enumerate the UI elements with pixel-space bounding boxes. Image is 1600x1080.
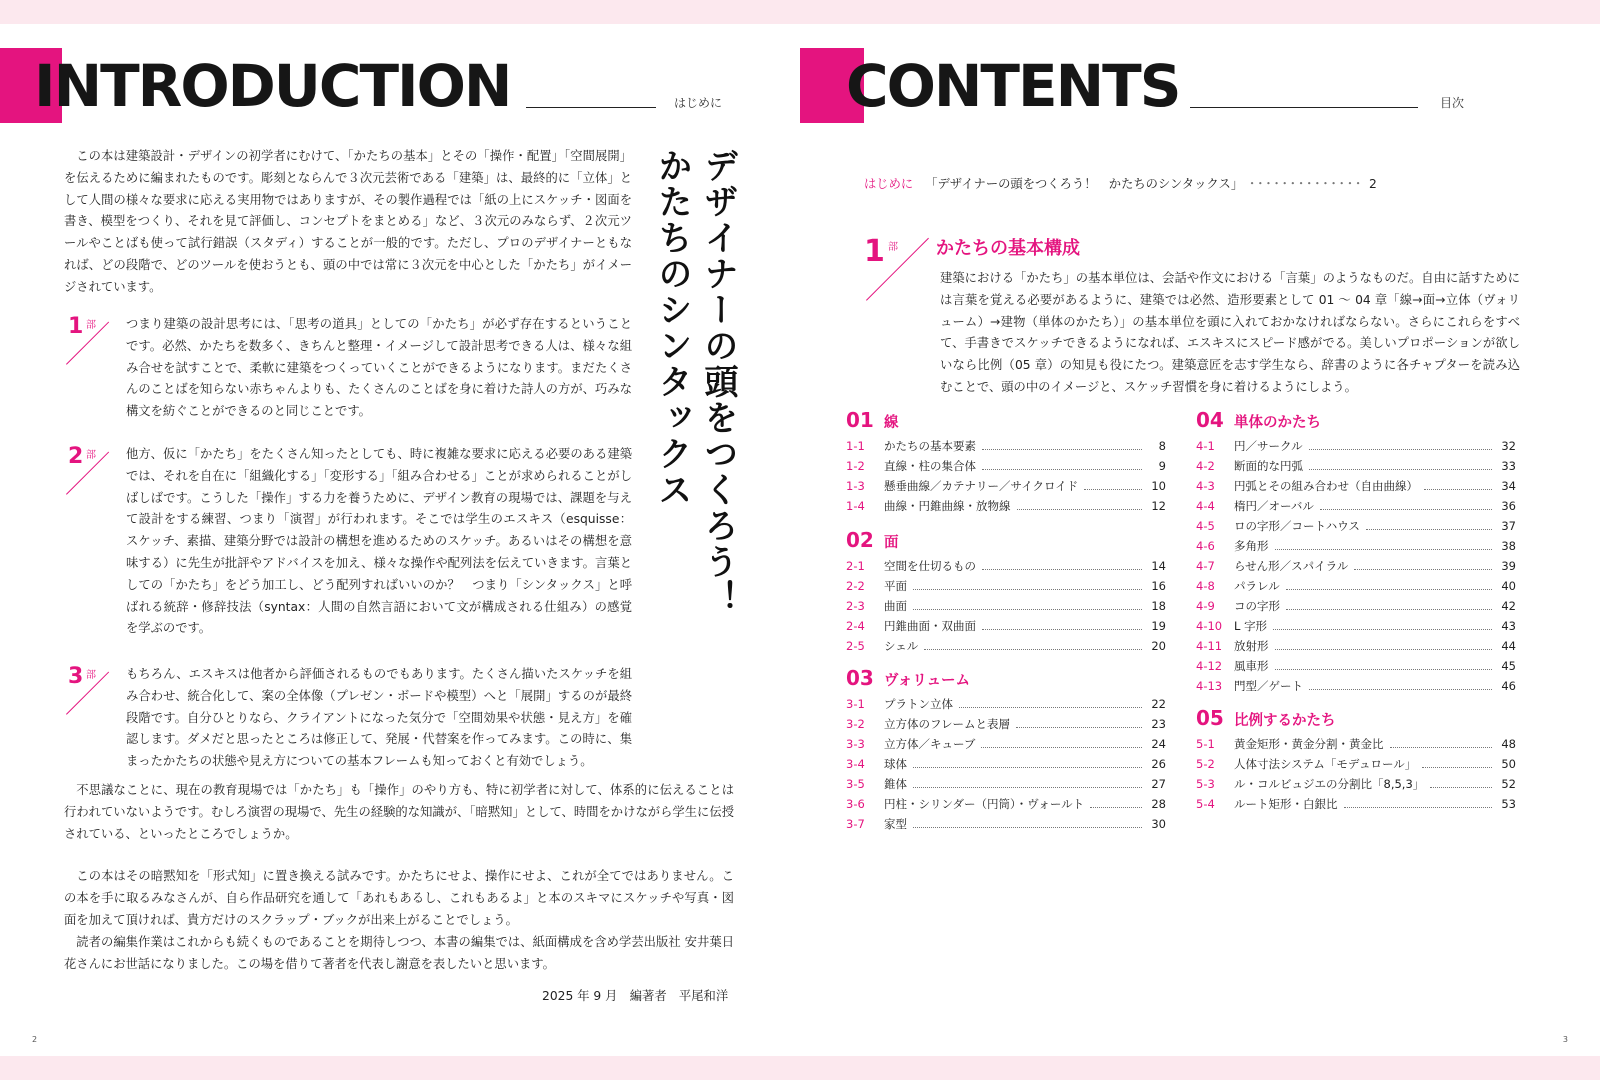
toc-entry-page: 22 bbox=[1151, 697, 1166, 711]
toc-entry-page: 36 bbox=[1501, 499, 1516, 513]
toc-entry-title: 家型 bbox=[884, 817, 907, 831]
toc-entry-page: 14 bbox=[1151, 559, 1166, 573]
part-mark-2 bbox=[66, 444, 122, 496]
toc-entry-title: 多角形 bbox=[1234, 539, 1269, 553]
toc-entry-page: 52 bbox=[1501, 777, 1516, 791]
toc-entry-page: 10 bbox=[1151, 479, 1166, 493]
toc-leader-dots bbox=[1090, 806, 1142, 808]
toc-entry-number: 1-2 bbox=[846, 459, 865, 473]
toc-leader-dots bbox=[1309, 448, 1492, 450]
toc-entry-page: 45 bbox=[1501, 659, 1516, 673]
toc-entry-title: 直線・柱の集合体 bbox=[884, 459, 976, 473]
toc-entry-title: 風車形 bbox=[1234, 659, 1269, 673]
toc-entry[interactable] bbox=[1196, 478, 1516, 498]
toc-entry-number: 4-3 bbox=[1196, 479, 1215, 493]
toc-entry[interactable] bbox=[846, 438, 1166, 458]
toc-entry-number: 1-1 bbox=[846, 439, 865, 453]
toc-section-05 bbox=[1196, 706, 1516, 816]
vertical-title-line-1: デザイナーの頭をつくろう！ bbox=[698, 148, 738, 616]
toc-entry-page: 39 bbox=[1501, 559, 1516, 573]
toc-intro-page: 2 bbox=[1369, 177, 1377, 191]
toc-leader-dots bbox=[1320, 508, 1492, 510]
toc-entry-number: 2-3 bbox=[846, 599, 865, 613]
page-subtitle: 目次 bbox=[1440, 96, 1465, 110]
toc-entry-number: 4-12 bbox=[1196, 659, 1223, 673]
toc-entry[interactable] bbox=[1196, 518, 1516, 538]
toc-leader-dots bbox=[913, 826, 1142, 828]
toc-entry[interactable] bbox=[846, 618, 1166, 638]
section-title: 線 bbox=[884, 415, 899, 431]
toc-intro-entry[interactable]: はじめに 「デザイナーの頭をつくろう！ かたちのシンタックス」 ･･････････････ 2 bbox=[864, 177, 1377, 191]
toc-entry-title: ルート矩形・白銀比 bbox=[1234, 797, 1338, 811]
toc-section-04 bbox=[1196, 408, 1516, 698]
toc-entry-page: 34 bbox=[1501, 479, 1516, 493]
toc-entry-number: 2-1 bbox=[846, 559, 865, 573]
section-title: 単体のかたち bbox=[1234, 415, 1321, 431]
part-number: 2 bbox=[68, 444, 84, 469]
toc-entry-page: 33 bbox=[1501, 459, 1516, 473]
toc-entry[interactable] bbox=[1196, 638, 1516, 658]
toc-entry-number: 4-9 bbox=[1196, 599, 1215, 613]
toc-leader-dots bbox=[924, 648, 1142, 650]
toc-entry-page: 16 bbox=[1151, 579, 1166, 593]
toc-entry[interactable] bbox=[846, 756, 1166, 776]
toc-entry-title: 断面的な円弧 bbox=[1234, 459, 1303, 473]
toc-section-02 bbox=[846, 528, 1166, 658]
closing-paragraph-2: 読者の編集作業はこれからも続くものであることを期待しつつ、本書の編集では、紙面構成を含め学芸出版社 安井葉日花さんにお世話になりました。この場を借りて著者を代表し謝意を表したいと思います。 bbox=[64, 935, 734, 971]
toc-entry-number: 4-7 bbox=[1196, 559, 1215, 573]
toc-entry-number: 1-3 bbox=[846, 479, 865, 493]
toc-entry-number: 2-2 bbox=[846, 579, 865, 593]
mid-paragraph: 不思議なことに、現在の教育現場では「かたち」も「操作」のやり方も、特に初学者に対して、体系的に伝えることは行われていないようです。むしろ演習の現場で、先生の経験的な知識が、「暗黙知」として、時間をかけながら学生に伝授されている、といったところでしょうか。 bbox=[64, 783, 734, 841]
toc-entry-page: 19 bbox=[1151, 619, 1166, 633]
toc-entry-title: 空間を仕切るもの bbox=[884, 559, 976, 573]
left-page bbox=[0, 24, 800, 1056]
toc-entry-page: 28 bbox=[1151, 797, 1166, 811]
toc-leader-dots bbox=[1344, 806, 1493, 808]
toc-entry-title: 黄金矩形・黄金分割・黄金比 bbox=[1234, 737, 1384, 751]
toc-entry-title: 人体寸法システム「モデュロール」 bbox=[1234, 757, 1417, 771]
toc-entry[interactable] bbox=[1196, 756, 1516, 776]
toc-entry-number: 3-4 bbox=[846, 757, 865, 771]
toc-entry[interactable] bbox=[1196, 558, 1516, 578]
toc-leader-dots bbox=[1309, 688, 1492, 690]
title-rule bbox=[526, 107, 656, 108]
toc-entry[interactable] bbox=[846, 558, 1166, 578]
toc-entry-title: 錐体 bbox=[884, 777, 907, 791]
toc-leader-dots bbox=[1366, 528, 1492, 530]
toc-leader-dots bbox=[1017, 508, 1143, 510]
toc-entry-title: 円／サークル bbox=[1234, 439, 1303, 453]
toc-entry-number: 2-4 bbox=[846, 619, 865, 633]
toc-entry[interactable] bbox=[1196, 458, 1516, 478]
toc-entry[interactable] bbox=[1196, 776, 1516, 796]
toc-entry[interactable] bbox=[1196, 678, 1516, 698]
toc-entry[interactable] bbox=[846, 478, 1166, 498]
toc-leader-dots bbox=[959, 706, 1142, 708]
part-2-paragraph: 他方、仮に「かたち」をたくさん知ったとしても、時に複雑な要求に応える必要のある建築では、それを自在に「組織化する」「変形する」「組み合わせる」ことが求められることがしばしばです。こうした「操作」する力を養うために、デザイン教育の現場では、課題を与えて設計をする練習、つまり「演習」が行われます。そこでは学生のエスキス（esquisse：スケッチ、素描、建築分野では設計の構想を進めるためのスケッチ。あるいはその構想を意味する）に先生が批評やアドバイスを加え、様々な操作や配列法を伝えていきます。言葉としての「かたち」をどう加工し、どう配列すればいいのか？ つまり「シンタックス」と呼ばれる統辞・修辞技法（syntax：人間の自然言語において文が構成される仕組み）の感覚を学ぶのです。 bbox=[126, 447, 632, 636]
toc-entry-number: 4-10 bbox=[1196, 619, 1223, 633]
section-number: 03 bbox=[846, 666, 874, 690]
section-title: 比例するかたち bbox=[1234, 713, 1336, 729]
toc-leader-dots bbox=[1390, 746, 1493, 748]
part-label: 部 bbox=[86, 320, 96, 331]
page-number: 3 bbox=[1562, 1035, 1568, 1044]
toc-entry-title: 門型／ゲート bbox=[1234, 679, 1303, 693]
toc-entry-page: 48 bbox=[1501, 737, 1516, 751]
part-label: 部 bbox=[86, 450, 96, 461]
part-mark-3 bbox=[66, 664, 122, 716]
toc-list bbox=[846, 558, 1166, 658]
toc-entry-page: 43 bbox=[1501, 619, 1516, 633]
toc-leader-dots bbox=[1275, 548, 1493, 550]
toc-entry[interactable] bbox=[1196, 658, 1516, 678]
toc-entry-page: 18 bbox=[1151, 599, 1166, 613]
toc-entry-number: 5-1 bbox=[1196, 737, 1215, 751]
toc-entry-title: 平面 bbox=[884, 579, 907, 593]
section-title: 面 bbox=[884, 535, 899, 551]
toc-entry[interactable] bbox=[1196, 598, 1516, 618]
toc-entry[interactable] bbox=[846, 736, 1166, 756]
toc-entry[interactable] bbox=[1196, 618, 1516, 638]
toc-intro-label: はじめに bbox=[864, 177, 914, 191]
toc-entry-number: 4-4 bbox=[1196, 499, 1215, 513]
toc-entry-number: 4-8 bbox=[1196, 579, 1215, 593]
toc-entry[interactable] bbox=[846, 498, 1166, 518]
toc-entry-page: 24 bbox=[1151, 737, 1166, 751]
toc-entry-page: 50 bbox=[1501, 757, 1516, 771]
toc-entry-title: L 字形 bbox=[1234, 619, 1268, 633]
toc-leader-dots bbox=[1273, 628, 1492, 630]
toc-entry[interactable] bbox=[846, 796, 1166, 816]
toc-entry[interactable] bbox=[846, 598, 1166, 618]
toc-entry[interactable] bbox=[1196, 578, 1516, 598]
toc-entry-title: 楕円／オーバル bbox=[1234, 499, 1314, 513]
toc-entry-number: 2-5 bbox=[846, 639, 865, 653]
toc-entry-page: 23 bbox=[1151, 717, 1166, 731]
toc-list bbox=[1196, 736, 1516, 816]
toc-entry-title: 円錐曲面・双曲面 bbox=[884, 619, 976, 633]
toc-entry-page: 44 bbox=[1501, 639, 1516, 653]
toc-entry-title: コの字形 bbox=[1234, 599, 1280, 613]
toc-leader-dots bbox=[1275, 648, 1493, 650]
toc-entry-page: 40 bbox=[1501, 579, 1516, 593]
signature: 2025 年 9 月 編著者 平尾和洋 bbox=[542, 989, 729, 1003]
toc-leader-dots bbox=[913, 766, 1142, 768]
toc-leader-dots bbox=[982, 448, 1142, 450]
section-number: 04 bbox=[1196, 408, 1224, 432]
toc-entry-page: 26 bbox=[1151, 757, 1166, 771]
page-title: INTRODUCTION bbox=[34, 52, 511, 120]
section-number: 05 bbox=[1196, 706, 1224, 730]
toc-list bbox=[846, 438, 1166, 518]
part-1-paragraph: つまり建築の設計思考には、「思考の道具」としての「かたち」が必ず存在するということです。必然、かたちを数多く、きちんと整理・イメージして設計思考できる人は、様々な組み合せを試すことで、柔軟に建築をつくっていくことができるようになります。まだたくさんのことばを知らない赤ちゃんよりも、たくさんのことばを身に着けた詩人の方が、巧みな構文を紡ぐことができるのと同じことです。 bbox=[126, 317, 632, 419]
toc-entry-number: 3-2 bbox=[846, 717, 865, 731]
toc-entry-page: 38 bbox=[1501, 539, 1516, 553]
section-number: 01 bbox=[846, 408, 874, 432]
toc-entry-title: 立方体のフレームと表層 bbox=[884, 717, 1011, 731]
toc-entry[interactable] bbox=[846, 638, 1166, 658]
toc-entry-number: 4-11 bbox=[1196, 639, 1223, 653]
toc-entry-title: ロの字形／コートハウス bbox=[1234, 519, 1360, 533]
section-title: ヴォリューム bbox=[884, 673, 970, 689]
toc-entry-title: ル・コルビュジエの分割比「8,5,3」 bbox=[1234, 777, 1425, 791]
part-number: 1 bbox=[68, 314, 84, 339]
toc-entry[interactable] bbox=[1196, 736, 1516, 756]
toc-leader-dots bbox=[1422, 766, 1492, 768]
part-number: 3 bbox=[68, 664, 84, 689]
toc-leader-dots bbox=[913, 608, 1142, 610]
toc-entry-number: 5-3 bbox=[1196, 777, 1215, 791]
toc-entry-number: 5-2 bbox=[1196, 757, 1215, 771]
part-title: かたちの基本構成 bbox=[936, 238, 1080, 259]
toc-entry-page: 20 bbox=[1151, 639, 1166, 653]
toc-entry-title: シェル bbox=[884, 639, 919, 653]
toc-intro-title: 「デザイナーの頭をつくろう！ かたちのシンタックス」 bbox=[925, 177, 1244, 191]
toc-entry-title: 立方体／キューブ bbox=[884, 737, 976, 751]
toc-entry-number: 4-6 bbox=[1196, 539, 1215, 553]
toc-entry[interactable] bbox=[1196, 498, 1516, 518]
page-title: CONTENTS bbox=[846, 52, 1180, 120]
toc-entry-title: かたちの基本要素 bbox=[884, 439, 976, 453]
toc-entry-title: 球体 bbox=[884, 757, 907, 771]
toc-entry[interactable] bbox=[846, 578, 1166, 598]
part-description: 建築における「かたち」の基本単位は、会話や作文における「言葉」のようなものだ。自由に話すためには言葉を覚える必要があるように、建築では必然、造形要素として 01 〜 04 章「線→面→立体（ヴォリューム）→建物（単体のかたち）」の基本単位を頭に入れておかなければならない。さらにこれらをすべて、手書きでスケッチできるようになれば、エスキスにスピード感がでる。美しいプロポーションが欲しいなら比例（05 章）の知見も役にたつ。建築意匠を志す学生なら、辞書のように各チャプターを読み込むことで、頭の中のイメージと、スケッチ習慣を身に着けるようにしよう。 bbox=[940, 271, 1520, 394]
toc-leader-dots bbox=[1286, 608, 1492, 610]
toc-entry-page: 12 bbox=[1151, 499, 1166, 513]
toc-entry-number: 3-1 bbox=[846, 697, 865, 711]
part-3-paragraph: もちろん、エスキスは他者から評価されるものでもあります。たくさん描いたスケッチを組み合わせ、統合化して、案の全体像（プレゼン・ボードや模型）へと「展開」するのが最終段階です。自分ひとりなら、クライアントになった気分で「空間効果や状態・見え方」を確認します。ダメだと思ったところは修正して、発展・代替案を作ってみます。この時に、集まったかたちの状態や見え方についての基本フレームも知っておくと有効でしょう。 bbox=[126, 667, 632, 769]
book-spread bbox=[0, 24, 1600, 1056]
page-subtitle: はじめに bbox=[674, 96, 723, 110]
closing-paragraph-1: この本はその暗黙知を「形式知」に置き換える試みです。かたちにせよ、操作にせよ、これが全てではありません。この本を手に取るみなさんが、自ら作品研究を通して「あれもあるし、これもあるよ」と本のスキマにスケッチや写真・図面を加えて頂ければ、貴方だけのスクラップ・ブックが出来上がることでしょう。 bbox=[64, 869, 734, 927]
part-mark-1 bbox=[66, 314, 122, 366]
toc-entry-number: 3-6 bbox=[846, 797, 865, 811]
toc-entry-number: 5-4 bbox=[1196, 797, 1215, 811]
toc-entry-title: プラトン立体 bbox=[884, 697, 953, 711]
intro-paragraph: この本は建築設計・デザインの初学者にむけて、「かたちの基本」とその「操作・配置」「空間展開」を伝えるために編まれたものです。彫刻とならんで３次元芸術である「建築」は、最終的に「立体」として人間の様々な要求に応える実用物ではありますが、その製作過程では「紙の上にスケッチ・図面を書き、模型をつくり、それを見て評価し、コンセプトをまとめる」など、３次元のみならず、２次元ツールやことばも使って試行錯誤（スタディ）することが一般的です。ただし、プロのデザイナーともなれば、どの段階で、どのツールを使おうとも、頭の中では常に３次元を中心とした「かたち」がイメージされています。 bbox=[64, 149, 632, 294]
toc-leader-dots bbox=[1309, 468, 1492, 470]
toc-leader-dots bbox=[1354, 568, 1492, 570]
toc-entry-page: 32 bbox=[1501, 439, 1516, 453]
toc-entry[interactable] bbox=[1196, 438, 1516, 458]
toc-leader-dots bbox=[1424, 488, 1492, 490]
toc-section-01 bbox=[846, 408, 1166, 518]
toc-leader-dots bbox=[1084, 488, 1142, 490]
toc-entry[interactable] bbox=[1196, 538, 1516, 558]
toc-entry-page: 9 bbox=[1158, 459, 1166, 473]
toc-entry-number: 4-5 bbox=[1196, 519, 1215, 533]
toc-entry-title: 円弧とその組み合わせ（自由曲線） bbox=[1234, 479, 1418, 493]
toc-entry-page: 46 bbox=[1501, 679, 1516, 693]
toc-list bbox=[846, 696, 1166, 836]
toc-entry-number: 4-13 bbox=[1196, 679, 1223, 693]
toc-leader-dots bbox=[1275, 668, 1493, 670]
toc-leader-dots bbox=[913, 786, 1142, 788]
toc-entry-title: 円柱・シリンダー（円筒）・ヴォールト bbox=[884, 797, 1085, 811]
toc-leader-dots bbox=[913, 588, 1142, 590]
section-number: 02 bbox=[846, 528, 874, 552]
toc-entry[interactable] bbox=[846, 696, 1166, 716]
toc-entry-number: 3-7 bbox=[846, 817, 865, 831]
part-label: 部 bbox=[888, 242, 898, 253]
part-number: 1 bbox=[864, 234, 885, 269]
right-page bbox=[800, 24, 1600, 1056]
toc-entry-page: 30 bbox=[1151, 817, 1166, 831]
toc-list bbox=[1196, 438, 1516, 698]
toc-entry[interactable] bbox=[846, 458, 1166, 478]
toc-leader-dots bbox=[982, 568, 1142, 570]
toc-leader-dots bbox=[1430, 786, 1492, 788]
toc-entry[interactable] bbox=[1196, 796, 1516, 816]
toc-entry-page: 8 bbox=[1158, 439, 1166, 453]
toc-leader-dots bbox=[1286, 588, 1492, 590]
toc-entry-number: 3-5 bbox=[846, 777, 865, 791]
toc-entry-title: 曲面 bbox=[884, 599, 907, 613]
toc-entry-page: 37 bbox=[1501, 519, 1516, 533]
toc-entry-title: 放射形 bbox=[1234, 639, 1269, 653]
toc-entry-title: 曲線・円錐曲線・放物線 bbox=[884, 499, 1011, 513]
toc-entry[interactable] bbox=[846, 816, 1166, 836]
part-label: 部 bbox=[86, 670, 96, 681]
toc-entry-title: パラレル bbox=[1234, 579, 1280, 593]
toc-entry-page: 42 bbox=[1501, 599, 1516, 613]
toc-entry-number: 4-1 bbox=[1196, 439, 1215, 453]
toc-section-03 bbox=[846, 666, 1166, 836]
toc-entry-title: らせん形／スパイラル bbox=[1234, 559, 1349, 573]
toc-entry-number: 4-2 bbox=[1196, 459, 1215, 473]
toc-entry[interactable] bbox=[846, 716, 1166, 736]
title-rule bbox=[1190, 107, 1418, 108]
vertical-title-line-2: かたちのシンタックス bbox=[652, 148, 692, 508]
toc-entry-title: 懸垂曲線／カテナリー／サイクロイド bbox=[884, 479, 1079, 493]
toc-entry-number: 1-4 bbox=[846, 499, 865, 513]
toc-leader-dots bbox=[1016, 726, 1142, 728]
page-number: 2 bbox=[32, 1035, 38, 1044]
toc-leader-dots bbox=[982, 468, 1142, 470]
toc-leader-dots bbox=[982, 628, 1142, 630]
toc-leader-dots bbox=[981, 746, 1142, 748]
toc-entry[interactable] bbox=[846, 776, 1166, 796]
toc-entry-number: 3-3 bbox=[846, 737, 865, 751]
toc-entry-page: 53 bbox=[1501, 797, 1516, 811]
toc-entry-page: 27 bbox=[1151, 777, 1166, 791]
